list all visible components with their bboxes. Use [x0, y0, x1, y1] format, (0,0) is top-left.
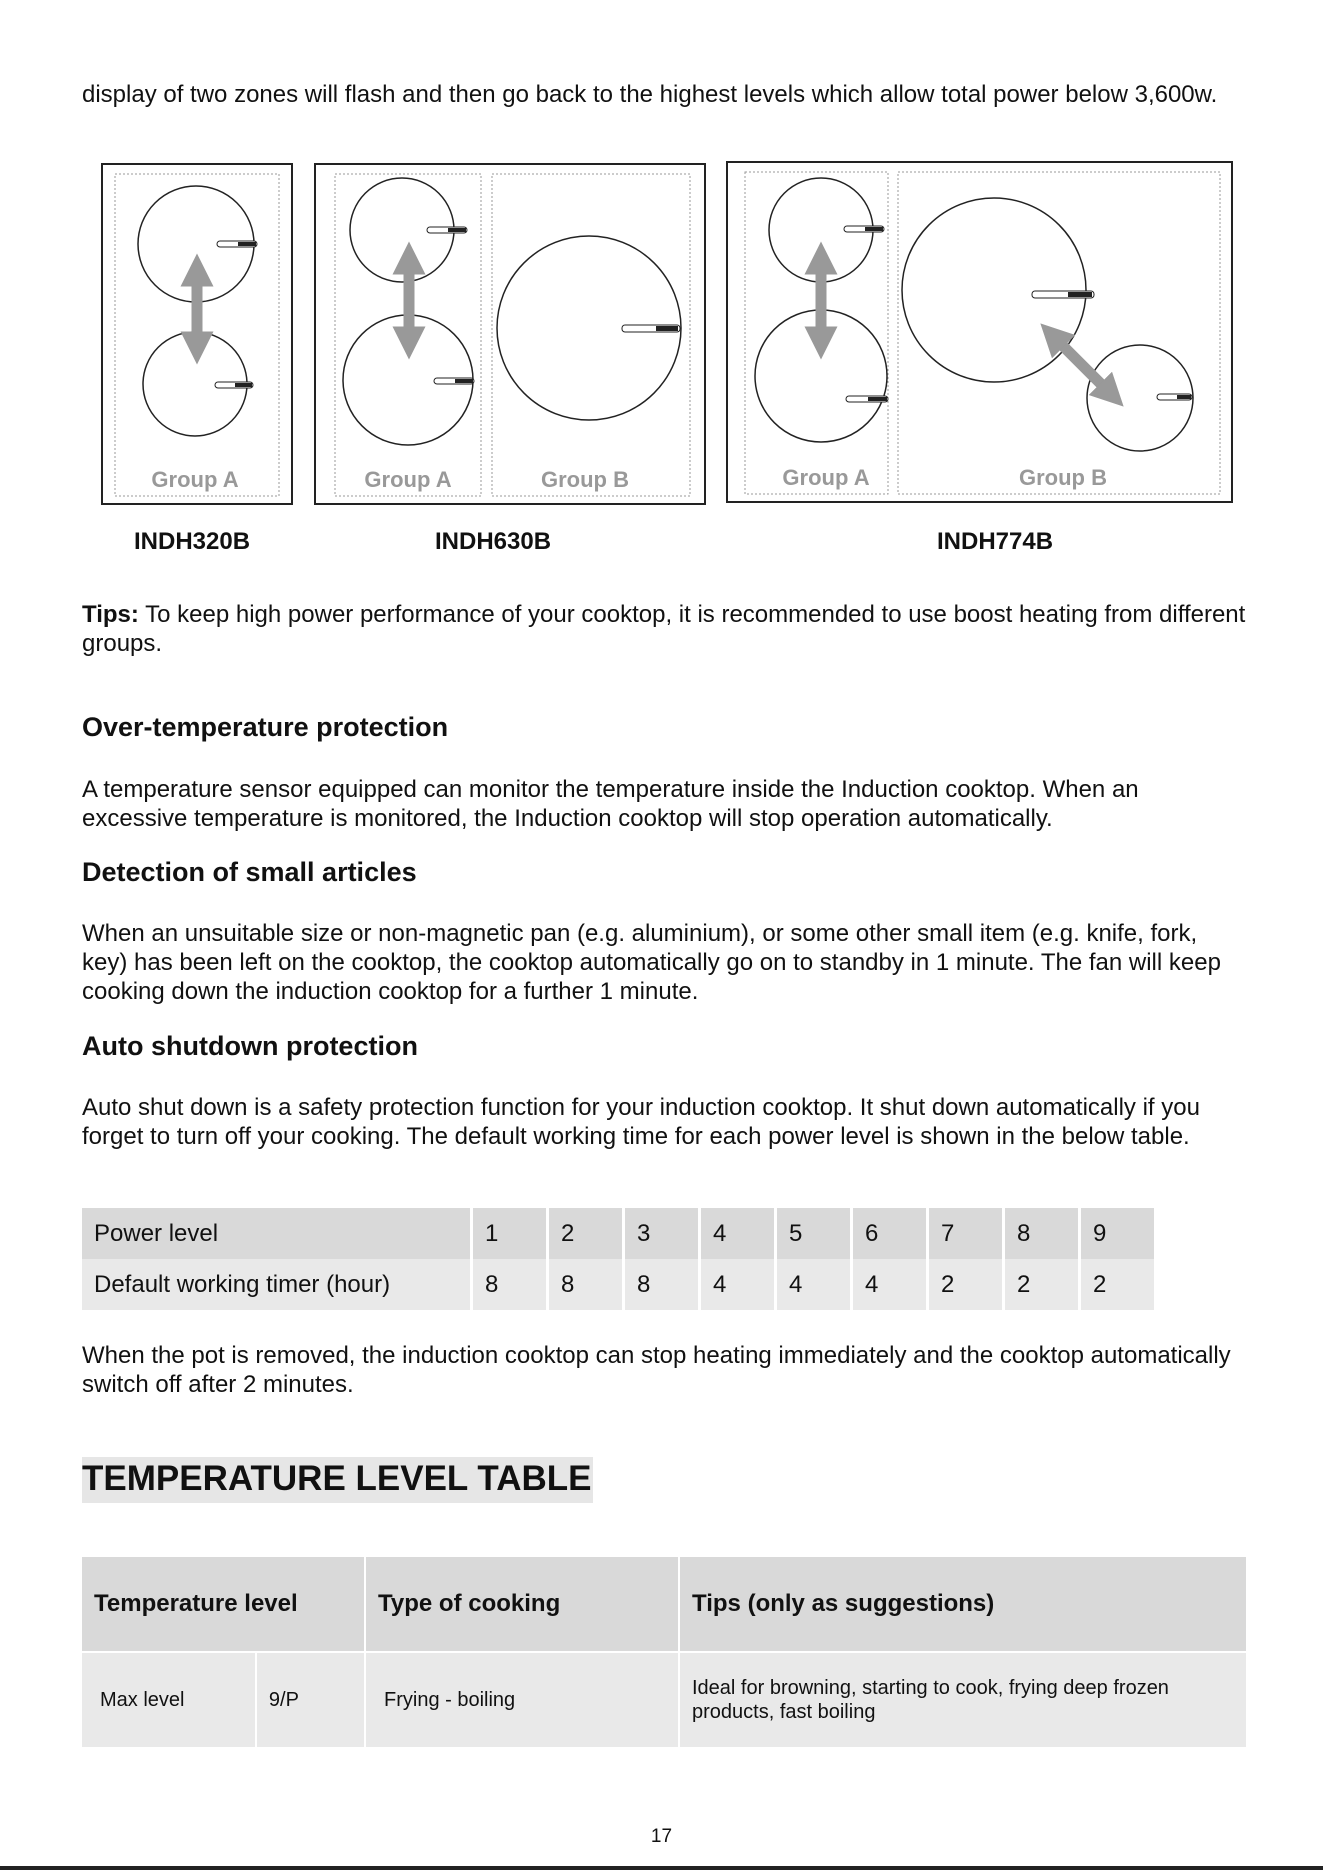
over-temp-paragraph: A temperature sensor equipped can monitor the temperature inside the Induction cooktop. When an excessive temperature is monitored, the Induction cooktop will stop operation automatically. — [82, 776, 1139, 832]
timer-cell: 2 — [1005, 1259, 1078, 1310]
timer-cell: 8 — [473, 1259, 546, 1310]
timer-cell: 2 — [1081, 1259, 1154, 1310]
diagram-indh774b — [727, 162, 1232, 502]
header-tips: Tips (only as suggestions) — [680, 1557, 1248, 1651]
intro-paragraph: display of two zones will flash and then go back to the highest levels which allow total power below 3,600w. — [82, 81, 1218, 108]
timer-cell: 4 — [777, 1259, 850, 1310]
power-level-cell: 6 — [853, 1208, 926, 1259]
auto-shutdown-heading: Auto shutdown protection — [82, 1031, 418, 1061]
power-level-cell: 9 — [1081, 1208, 1154, 1259]
small-articles-paragraph: When an unsuitable size or non-magnetic pan (e.g. aluminium), or some other small item (e.g. knife, fork, key) has been left on the cooktop, the cooktop automatically go on to standby in 1 minute. The fan will keep cooking down the induction cooktop for a further 1 minute. — [82, 920, 1221, 1005]
level-cell: Max level — [82, 1651, 257, 1747]
header-type-of-cooking: Type of cooking — [366, 1557, 680, 1651]
model-label-indh320b: INDH320B — [134, 528, 251, 555]
power-level-cell: 5 — [777, 1208, 850, 1259]
page-number: 17 — [650, 1826, 673, 1847]
setting-cell: 9/P — [257, 1651, 366, 1747]
temperature-level-table — [82, 1557, 1248, 1747]
group-b-label: Group B — [541, 467, 629, 492]
tips-label: Tips: — [82, 601, 139, 628]
group-a-label: Group A — [151, 467, 239, 492]
power-level-cell: 3 — [625, 1208, 698, 1259]
group-b-label: Group B — [1019, 465, 1107, 490]
timer-label: Default working timer (hour) — [82, 1259, 470, 1310]
auto-shutdown-paragraph: Auto shut down is a safety protection function for your induction cooktop. It shut down automatically if you forget to turn off your cooking. The default working time for each power level is shown in the below table. — [82, 1094, 1200, 1150]
timer-cell: 4 — [853, 1259, 926, 1310]
table-row — [82, 1259, 1154, 1310]
power-level-cell: 1 — [473, 1208, 546, 1259]
power-level-label: Power level — [82, 1208, 470, 1259]
page-bottom-rule — [0, 1866, 1323, 1870]
power-level-table — [79, 1208, 1157, 1310]
temperature-table-title: TEMPERATURE LEVEL TABLE — [82, 1457, 593, 1503]
small-articles-heading: Detection of small articles — [82, 857, 417, 887]
tips-text: To keep high power performance of your cooktop, it is recommended to use boost heating from different groups. — [82, 601, 1246, 657]
model-label-indh630b: INDH630B — [435, 528, 552, 555]
group-a-label: Group A — [782, 465, 870, 490]
over-temp-heading: Over-temperature protection — [82, 712, 449, 742]
table-row — [82, 1208, 1154, 1259]
pot-removed-paragraph: When the pot is removed, the induction cooktop can stop heating immediately and the cooktop automatically switch off after 2 minutes. — [82, 1342, 1231, 1398]
tips-cell: Ideal for browning, starting to cook, frying deep frozen products, fast boiling — [680, 1651, 1248, 1747]
power-level-cell: 8 — [1005, 1208, 1078, 1259]
cooking-cell: Frying - boiling — [366, 1651, 680, 1747]
power-level-cell: 4 — [701, 1208, 774, 1259]
diagonal-double-arrow-icon — [1052, 335, 1112, 395]
power-level-cell: 2 — [549, 1208, 622, 1259]
timer-cell: 4 — [701, 1259, 774, 1310]
diagram-indh630b — [315, 164, 705, 504]
tips-paragraph — [82, 600, 1247, 658]
header-temperature-level: Temperature level — [82, 1557, 366, 1651]
table-row — [82, 1557, 1248, 1651]
timer-cell: 8 — [625, 1259, 698, 1310]
model-label-indh774b: INDH774B — [937, 528, 1054, 555]
diagram-indh320b — [102, 164, 292, 504]
table-row — [82, 1651, 1248, 1747]
group-a-label: Group A — [364, 467, 452, 492]
burner-icon — [902, 198, 1086, 382]
timer-cell: 2 — [929, 1259, 1002, 1310]
cooktop-group-diagrams — [82, 158, 1242, 508]
power-level-cell: 7 — [929, 1208, 1002, 1259]
timer-cell: 8 — [549, 1259, 622, 1310]
